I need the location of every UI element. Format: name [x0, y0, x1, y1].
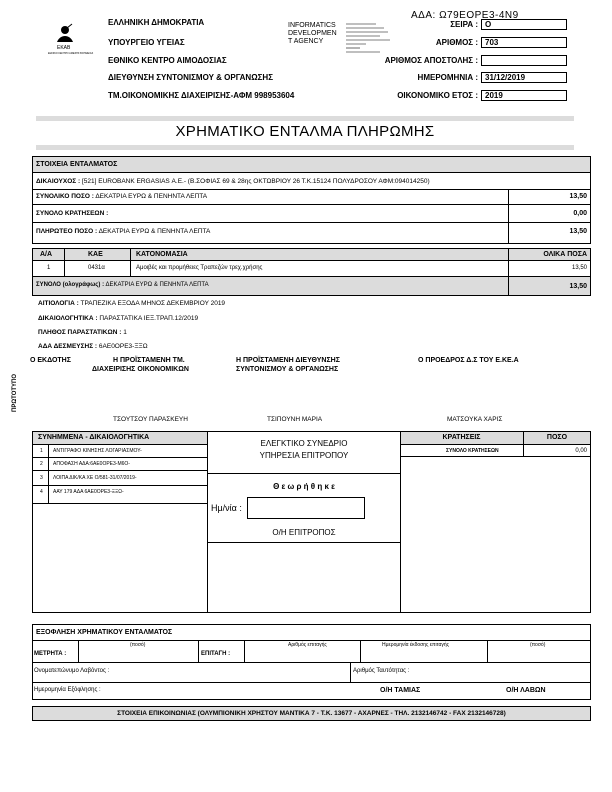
divider — [78, 640, 79, 662]
ida-line-2: DEVELOPMEN — [288, 30, 337, 37]
deductions-col-title: ΚΡΑΤΗΣΕΙΣ — [442, 434, 481, 441]
sum-row-text — [36, 282, 209, 288]
receiver-name-label: Ονοματεπώνυμο Λαβόντος : — [34, 668, 110, 674]
date-label: ΗΜΕΡΟΜΗΝΙΑ : — [417, 73, 478, 82]
col-kae: ΚΑΕ — [88, 251, 103, 258]
divider — [32, 503, 208, 504]
documents-count-label: ΠΛΗΘΟΣ ΠΑΡΑΣΤΑΤΙΚΩΝ : — [38, 329, 122, 336]
commissioner-title: Ο/Η ΕΠΙΤΡΟΠΟΣ — [272, 528, 336, 537]
header-line-1: ΕΛΛΗΝΙΚΗ ΔΗΜΟΚΡΑΤΙΑ — [108, 18, 205, 27]
divider — [198, 640, 199, 662]
receiver-title: Ο/Η ΛΑΒΩΝ — [506, 687, 546, 694]
series-value: Ο — [481, 19, 567, 30]
original-side-label: ΠΡΩΤΟΤΥΠΟ — [12, 373, 18, 412]
divider — [48, 445, 49, 503]
divider — [400, 456, 591, 457]
finance-head-title-1: Η ΠΡΟΪΣΤΑΜΕΝΗ ΤΜ. — [113, 357, 185, 364]
president-title: Ο ΠΡΟΕΔΡΟΣ Δ.Σ ΤΟΥ Ε.ΚΕ.Α — [418, 357, 519, 364]
logo-icon — [54, 22, 76, 44]
payoff-date-label: Ημερομηνία Εξόφλησης : — [34, 687, 101, 693]
total-words: ΔΕΚΑΤΡΙΑ ΕΥΡΩ & ΠΕΝΗΝΤΑ ΛΕΠΤΑ — [95, 193, 208, 200]
commitment-ada-label: ΑΔΑ ΔΕΣΜΕΥΣΗΣ : — [38, 343, 98, 350]
page-title: ΧΡΗΜΑΤΙΚΟ ΕΝΤΑΛΜΑ ΠΛΗΡΩΜΗΣ — [175, 123, 435, 140]
director-title-1: Η ΠΡΟΪΣΤΑΜΕΝΗ ΔΙΕΥΘΥΝΣΗΣ — [236, 357, 340, 364]
commitment-ada-row — [38, 343, 148, 350]
audit-court-title: ΕΛΕΓΚΤΙΚΟ ΣΥΝΕΔΡΙΟ — [260, 439, 348, 448]
divider — [207, 542, 401, 543]
commitment-ada-value: 6ΑΕ0ΟΡΕ3-ΞΞΩ — [98, 343, 148, 350]
ida-line-1: INFORMATICS — [288, 22, 336, 29]
payable-label: ΠΛΗΡΩΤΕΟ ΠΟΣΟ : — [36, 228, 98, 235]
documents-row — [38, 315, 198, 322]
beneficiary-row — [36, 178, 430, 185]
divider — [32, 682, 591, 683]
beneficiary-value: [521] EUROBANK ERGASIAS Α.Ε.- (Β.ΣΟΦΙΑΣ 69 & 28ης ΟΚΤΩΒΡΙΟΥ 26 Τ.Κ.15124 ΠΟΛΥΔΡΟΣΟΥ ΑΦΜ:094014250) — [81, 178, 430, 185]
issuer-title: Ο ΕΚΔΟΤΗΣ — [30, 357, 71, 364]
number-value: 703 — [481, 37, 567, 48]
attachment-num-3: 3 — [40, 475, 43, 481]
sum-label: ΣΥΝΟΛΟ (ολογράφως) : — [36, 282, 105, 288]
reason-value: ΤΡΑΠΕΖΙΚΑ ΕΞΟΔΑ ΜΗΝΟΣ ΔΕΚΕΜΒΡΙΟΥ 2019 — [80, 300, 226, 307]
ida-signature-mark — [346, 22, 404, 54]
divider — [360, 640, 361, 662]
divider — [350, 662, 351, 682]
finance-head-title-2: ΔΙΑΧΕΙΡΙΣΗΣ ΟΙΚΟΝΟΜΙΚΩΝ — [92, 366, 189, 373]
divider — [32, 457, 208, 458]
divider — [64, 248, 65, 276]
payoff-title: ΕΞΟΦΛΗΣΗ ΧΡΗΜΑΤΙΚΟΥ ΕΝΤΑΛΜΑΤΟΣ — [36, 629, 173, 636]
number-label: ΑΡΙΘΜΟΣ : — [435, 38, 478, 47]
signatory-name-1: ΤΣΟΥΤΣΟΥ ΠΑΡΑΣΚΕΥΗ — [113, 416, 188, 423]
col-amount: ΟΛΙΚΑ ΠΟΣΑ — [543, 251, 587, 258]
header-line-4: ΔΙΕΥΘΥΝΣΗ ΣΥΝΤΟΝΙΣΜΟΥ & ΟΡΓΑΝΩΣΗΣ — [108, 73, 273, 82]
divider — [508, 276, 509, 296]
date-value: 31/12/2019 — [481, 72, 567, 83]
divider — [32, 640, 591, 641]
id-number-label: Αριθμός Ταυτότητας : — [353, 668, 410, 674]
header-line-5: ΤΜ.ΟΙΚΟΝΟΜΙΚΗΣ ΔΙΑΧΕΙΡΙΣΗΣ-ΑΦΜ 998953604 — [108, 91, 295, 100]
attachment-num-4: 4 — [40, 489, 43, 495]
sum-amount: 13,50 — [569, 283, 587, 290]
documents-count-row — [38, 329, 127, 336]
divider — [244, 640, 245, 662]
item-aa: 1 — [47, 265, 51, 271]
deductions-total-value: 0,00 — [575, 448, 587, 454]
divider — [207, 473, 401, 474]
col-aa: Α/Α — [40, 251, 53, 258]
deductions-col-amount: ΠΟΣΟ — [546, 434, 568, 441]
attachment-text-1: ΑΝΤΙΓΡΑΦΟ ΚΙΝΗΣΗΣ ΛΟΓΑΡΙΑΣΜΟΥ- — [53, 448, 142, 454]
signatory-name-3: ΜΑΤΣΟΥΚΑ ΧΑΡΙΣ — [447, 416, 503, 423]
dispatch-number-label: ΑΡΙΘΜΟΣ ΑΠΟΣΤΟΛΗΣ : — [384, 56, 478, 65]
attachment-text-4: ΑΑΥ 179 ΑΔΑ 6ΑΕ0ΟΡΕ3-ΞΞΩ- — [53, 489, 124, 495]
attachments-title: ΣΥΝΗΜΜΕΝΑ - ΔΙΚΑΙΟΛΟΓΗΤΙΚΑ — [38, 434, 150, 441]
fiscal-year-label: ΟΙΚΟΝΟΜΙΚΟ ΕΤΟΣ : — [397, 91, 478, 100]
cheque-date-label: Ημερομηνία έκδοσης επιταγής — [382, 642, 450, 648]
divider — [130, 248, 131, 276]
cheque-amount-label: (ποσό) — [530, 642, 546, 648]
divider — [32, 485, 208, 486]
cheque-number-label: Αριθμός επιταγής — [288, 642, 327, 648]
total-label: ΣΥΝΟΛΙΚΟ ΠΟΣΟ : — [36, 193, 94, 200]
documents-value: ΠΑΡΑΣΤΑΤΙΚΑ ΙΕΞ.ΤΡΑΠ.12/2019 — [99, 315, 199, 322]
attachment-text-2: ΑΠΟΦΑΣΗ ΑΔΑ:6ΑΕ0ΟΡΕ3-Μ6Ο- — [53, 461, 130, 467]
attachment-num-1: 1 — [40, 448, 43, 454]
dispatch-number-value — [481, 55, 567, 66]
cash-amount-label: (ποσό) — [130, 642, 146, 648]
deductions-amount: 0,00 — [573, 210, 587, 217]
divider — [32, 662, 591, 663]
reason-row — [38, 300, 225, 307]
item-amount: 13,50 — [571, 265, 587, 271]
logo-caption: ΕΘΝΙΚΟ ΚΕΝΤΡΟ ΑΜΕΣΗΣ ΒΟΗΘΕΙΑΣ — [48, 52, 94, 55]
beneficiary-label: ΔΙΚΑΙΟΥΧΟΣ : — [36, 178, 81, 185]
documents-count-value: 1 — [123, 329, 127, 336]
header-line-3: ΕΘΝΙΚΟ ΚΕΝΤΡΟ ΑΙΜΟΔΟΣΙΑΣ — [108, 56, 227, 65]
audit-seen-text: Θ ε ω ρ ή θ η κ ε — [273, 482, 335, 491]
total-amount: 13,50 — [569, 193, 587, 200]
deductions-label: ΣΥΝΟΛΟ ΚΡΑΤΗΣΕΩΝ : — [36, 210, 109, 217]
attachment-num-2: 2 — [40, 461, 43, 467]
header-line-2: ΥΠΟΥΡΓΕΙΟ ΥΓΕΙΑΣ — [108, 38, 185, 47]
warrant-section-title: ΣΤΟΙΧΕΙΑ ΕΝΤΑΛΜΑΤΟΣ — [36, 161, 118, 168]
total-row — [36, 193, 207, 200]
payable-words: ΔΕΚΑΤΡΙΑ ΕΥΡΩ & ΠΕΝΗΝΤΑ ΛΕΠΤΑ — [98, 228, 211, 235]
deductions-total-label: ΣΥΝΟΛΟ ΚΡΑΤΗΣΕΩΝ — [446, 448, 499, 454]
documents-label: ΔΙΚΑΙΟΛΟΓΗΤΙΚΑ : — [38, 315, 98, 322]
divider — [400, 431, 401, 613]
director-title-2: ΣΥΝΤΟΝΙΣΜΟΥ & ΟΡΓΑΝΩΣΗΣ — [236, 366, 339, 373]
logo-text: ΕΚΑΒ — [57, 45, 71, 51]
audit-service-title: ΥΠΗΡΕΣΙΑ ΕΠΙΤΡΟΠΟΥ — [259, 451, 349, 460]
audit-date-label: Ημ/νία : — [211, 503, 242, 513]
title-bottom-bar — [36, 145, 574, 150]
payable-amount: 13,50 — [569, 228, 587, 235]
sum-words: ΔΕΚΑΤΡΙΑ ΕΥΡΩ & ΠΕΝΗΝΤΑ ΛΕΠΤΑ — [105, 282, 209, 288]
ida-line-3: T AGENCY — [288, 38, 324, 45]
audit-date-field[interactable] — [247, 497, 365, 519]
item-name: Αμοιβές και προμήθειες Τραπεζών τρεχ.χρήσης — [136, 265, 263, 271]
cheque-label: ΕΠΙΤΑΓΗ : — [201, 651, 231, 657]
divider — [32, 470, 208, 471]
cash-label: ΜΕΤΡΗΤΑ : — [34, 651, 67, 657]
series-label: ΣΕΙΡΑ : — [450, 20, 478, 29]
signatory-name-2: ΤΣΙΠΟΥΝΗ ΜΑΡΙΑ — [267, 416, 323, 423]
ida-stamp — [288, 22, 337, 46]
cashier-title: Ο/Η ΤΑΜΙΑΣ — [380, 687, 421, 694]
payable-row — [36, 228, 210, 235]
divider — [508, 189, 509, 244]
reason-label: ΑΙΤΙΟΛΟΓΙΑ : — [38, 300, 79, 307]
item-kae: 0431α — [88, 265, 105, 271]
contact-footer-text: ΣΤΟΙΧΕΙΑ ΕΠΙΚΟΙΝΩΝΙΑΣ (ΟΛΥΜΠΙΟΝΙΚΗ ΧΡΗΣΤΟΥ ΜΑΝΤΙΚΑ 7 - Τ.Κ. 13677 - ΑΧΑΡΝΕΣ - ΤΗΛ. 2132146742 - FAX 2132146728) — [117, 710, 506, 717]
attachment-text-3: ΛΟΙΠΑ ΔΙΚ/ΚΑ ΧΕ Ο/581-31/07/2019- — [53, 475, 137, 481]
ada-code: ΑΔΑ: Ω79ΕΟΡΕ3-4Ν9 — [411, 10, 519, 21]
fiscal-year-value: 2019 — [481, 90, 567, 101]
title-top-bar — [36, 116, 574, 121]
divider — [487, 640, 488, 662]
col-name: ΚΑΤΟΝΟΜΑΣΙΑ — [136, 251, 188, 258]
